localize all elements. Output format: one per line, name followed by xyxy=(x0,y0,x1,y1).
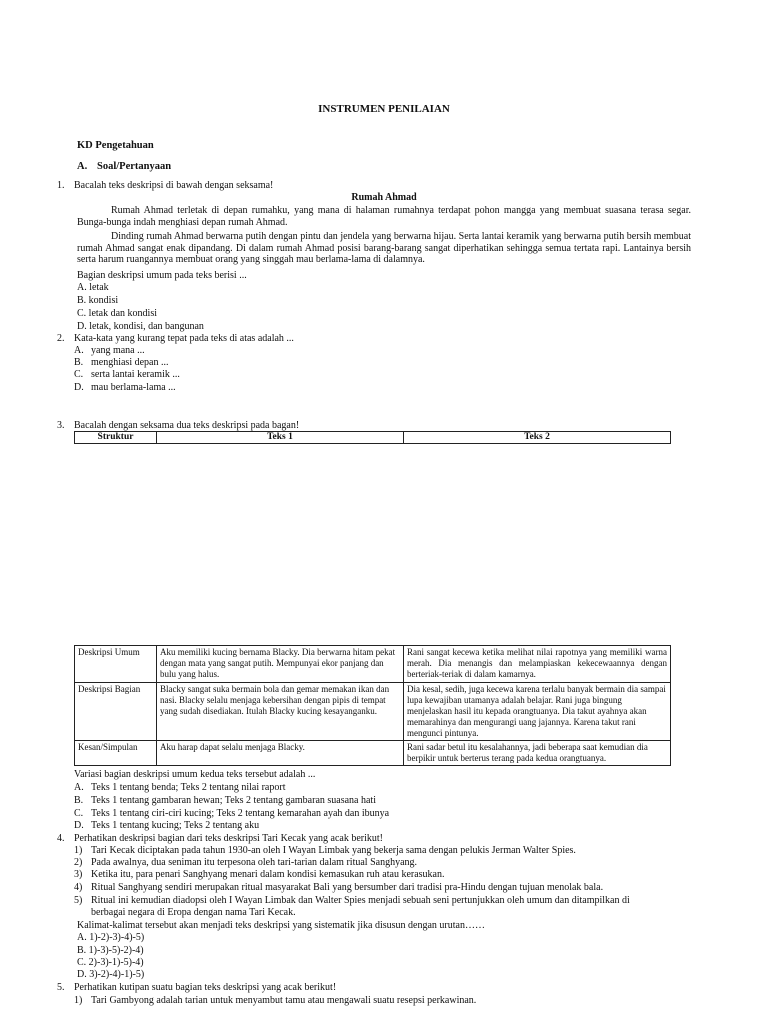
section-heading: Soal/Pertanyaan xyxy=(97,161,172,172)
row-2-teks-1: Blacky sangat suka bermain bola dan gemar memakan ikan dan nasi. Blacky selalu menjaga kebersihan dengan pipis di tempat yang sudah disediakan. Itulah Blacky kucing kesayanganku. xyxy=(157,683,404,741)
q3-option-c-letter: C. xyxy=(74,808,84,819)
q2-option-a[interactable]: yang mana ... xyxy=(91,345,145,356)
q4-option-b[interactable]: B. 1)-3)-5)-2)-4) xyxy=(77,945,144,956)
q4-number: 4. xyxy=(57,833,65,844)
q3-prompt: Bacalah dengan seksama dua teks deskripsi pada bagan! xyxy=(74,420,300,431)
header-teks-2: Teks 2 xyxy=(404,432,671,444)
q5-number: 5. xyxy=(57,982,65,993)
q1-option-d[interactable]: D. letak, kondisi, dan bangunan xyxy=(77,321,204,332)
q5-item-1-number: 1) xyxy=(74,995,83,1006)
row-3-teks-2: Rani sadar betul itu kesalahannya, jadi beberapa saat kemudian dia berpikir untuk berterus terang pada kedua orangtuanya. xyxy=(404,741,671,766)
q1-text-title: Rumah Ahmad xyxy=(351,192,417,203)
q1-number: 1. xyxy=(57,180,65,191)
q4-item-1-number: 1) xyxy=(74,845,83,856)
q4-item-4: Ritual Sanghyang sendiri merupakan ritual masyarakat Bali yang bersumber dari tradisi pra-Hindu dengan tujuan menolak bala. xyxy=(91,882,604,893)
q1-option-b[interactable]: B. kondisi xyxy=(77,295,119,306)
q4-item-5: Ritual ini kemudian diadopsi oleh I Wayan Limbak dan Walter Spies menjadi sebuah seni pertunjukkan oleh umum dan ditampilkan di xyxy=(91,895,630,906)
header-teks-1: Teks 1 xyxy=(157,432,404,444)
q2-option-b[interactable]: menghiasi depan ... xyxy=(91,357,169,368)
row-3-struktur: Kesan/Simpulan xyxy=(75,741,157,766)
q3-number: 3. xyxy=(57,420,65,431)
q3-option-d[interactable]: Teks 1 tentang kucing; Teks 2 tentang aku xyxy=(91,820,260,831)
q2-option-d-letter: D. xyxy=(74,382,84,393)
q4-item-3-number: 3) xyxy=(74,869,83,880)
q4-item-5-cont: berbagai negara di Eropa dengan nama Tari Kecak. xyxy=(91,907,296,918)
q3-table-header xyxy=(74,431,671,444)
q1-paragraph-2: Dinding rumah Ahmad berwarna putih dengan pintu dan jendela yang berwarna hijau. Serta lantai keramik yang berwarna putih bersih membuat rumah Ahmad sangat enak dipandang. Di dalam rumah Ahmad posisi barang-barang sangat diperhatikan sehingga semua tertata rapi. Lantainya bersih serta harum ruangannya membuat orang yang singgah mau berlama-lama di dalamnya. xyxy=(77,231,691,265)
q2-option-c-letter: C. xyxy=(74,369,84,380)
table-row xyxy=(75,646,671,683)
q2-option-b-letter: B. xyxy=(74,357,84,368)
q4-item-3: Ketika itu, para penari Sanghyang menari dalam kondisi kemasukan ruh atau kerasukan. xyxy=(91,869,445,880)
q4-prompt: Perhatikan deskripsi bagian dari teks deskripsi Tari Kecak yang acak berikut! xyxy=(74,833,384,844)
header-struktur: Struktur xyxy=(75,432,157,444)
q2-option-c[interactable]: serta lantai keramik ... xyxy=(91,369,180,380)
row-2-struktur: Deskripsi Bagian xyxy=(75,683,157,741)
q4-question: Kalimat-kalimat tersebut akan menjadi teks deskripsi yang sistematik jika disusun dengan urutan…… xyxy=(77,920,485,931)
q4-item-4-number: 4) xyxy=(74,882,83,893)
q1-question: Bagian deskripsi umum pada teks berisi ... xyxy=(77,270,247,281)
kd-heading: KD Pengetahuan xyxy=(77,140,154,151)
q3-table xyxy=(74,645,671,766)
q2-option-d[interactable]: mau berlama-lama ... xyxy=(91,382,176,393)
q1-prompt: Bacalah teks deskripsi di bawah dengan seksama! xyxy=(74,180,274,191)
q4-option-d[interactable]: D. 3)-2)-4)-1)-5) xyxy=(77,969,145,980)
q3-option-b[interactable]: Teks 1 tentang gambaran hewan; Teks 2 tentang gambaran suasana hati xyxy=(91,795,376,806)
q4-item-2-number: 2) xyxy=(74,857,83,868)
table-row xyxy=(75,741,671,766)
q4-item-1: Tari Kecak diciptakan pada tahun 1930-an oleh I Wayan Limbak yang bekerja sama dengan pelukis Jerman Walter Spies. xyxy=(91,845,576,856)
table-row xyxy=(75,683,671,741)
q2-option-a-letter: A. xyxy=(74,345,84,356)
q2-prompt: Kata-kata yang kurang tepat pada teks di atas adalah ... xyxy=(74,333,294,344)
q3-option-a-letter: A. xyxy=(74,782,84,793)
q5-item-1: Tari Gambyong adalah tarian untuk menyambut tamu atau mengawali suatu resepsi perkawinan. xyxy=(91,995,477,1006)
row-3-teks-1: Aku harap dapat selalu menjaga Blacky. xyxy=(157,741,404,766)
q2-number: 2. xyxy=(57,333,65,344)
q3-option-c[interactable]: Teks 1 tentang ciri-ciri kucing; Teks 2 tentang kemarahan ayah dan ibunya xyxy=(91,808,390,819)
row-2-teks-2: Dia kesal, sedih, juga kecewa karena terlalu banyak bermain dia sampai lupa kewajiban utamanya adalah belajar. Rani juga bingung menjelaskan hasil itu kepada orangtuanya. Dia takut ayahnya akan memarahinya dan mengurangi uang jajannya. Karena takut rani mengunci pintunya. xyxy=(404,683,671,741)
page-title: INSTRUMEN PENILAIAN xyxy=(318,103,450,115)
q1-option-c[interactable]: C. letak dan kondisi xyxy=(77,308,157,319)
q4-option-c[interactable]: C. 2)-3)-1)-5)-4) xyxy=(77,957,144,968)
row-1-struktur: Deskripsi Umum xyxy=(75,646,157,683)
q1-paragraph-1: Rumah Ahmad terletak di depan rumahku, yang mana di halaman rumahnya terdapat pohon mangga yang membuat suasana terasa segar. Bunga-bunga indah menghiasi depan rumah Ahmad. xyxy=(77,205,691,228)
q4-item-5-number: 5) xyxy=(74,895,83,906)
q3-option-b-letter: B. xyxy=(74,795,84,806)
row-1-teks-2: Rani sangat kecewa ketika melihat nilai rapotnya yang memiliki warna merah. Dia menangis dan melampiaskan kekecewaannya dengan berteriak-teriak di dalam kamarnya. xyxy=(404,646,671,683)
q3-option-a[interactable]: Teks 1 tentang benda; Teks 2 tentang nilai raport xyxy=(91,782,286,793)
q4-item-2: Pada awalnya, dua seniman itu terpesona oleh tari-tarian dalam ritual Sanghyang. xyxy=(91,857,418,868)
q4-option-a[interactable]: A. 1)-2)-3)-4)-5) xyxy=(77,932,145,943)
q5-prompt: Perhatikan kutipan suatu bagian teks deskripsi yang acak berikut! xyxy=(74,982,337,993)
row-1-teks-1: Aku memiliki kucing bernama Blacky. Dia berwarna hitam pekat dengan mata yang sangat putih. Mempunyai ekor panjang dan bulu yang halus. xyxy=(157,646,404,683)
section-letter: A. xyxy=(77,161,88,172)
q3-question: Variasi bagian deskripsi umum kedua teks tersebut adalah ... xyxy=(74,769,316,780)
q1-option-a[interactable]: A. letak xyxy=(77,282,109,293)
q3-option-d-letter: D. xyxy=(74,820,84,831)
